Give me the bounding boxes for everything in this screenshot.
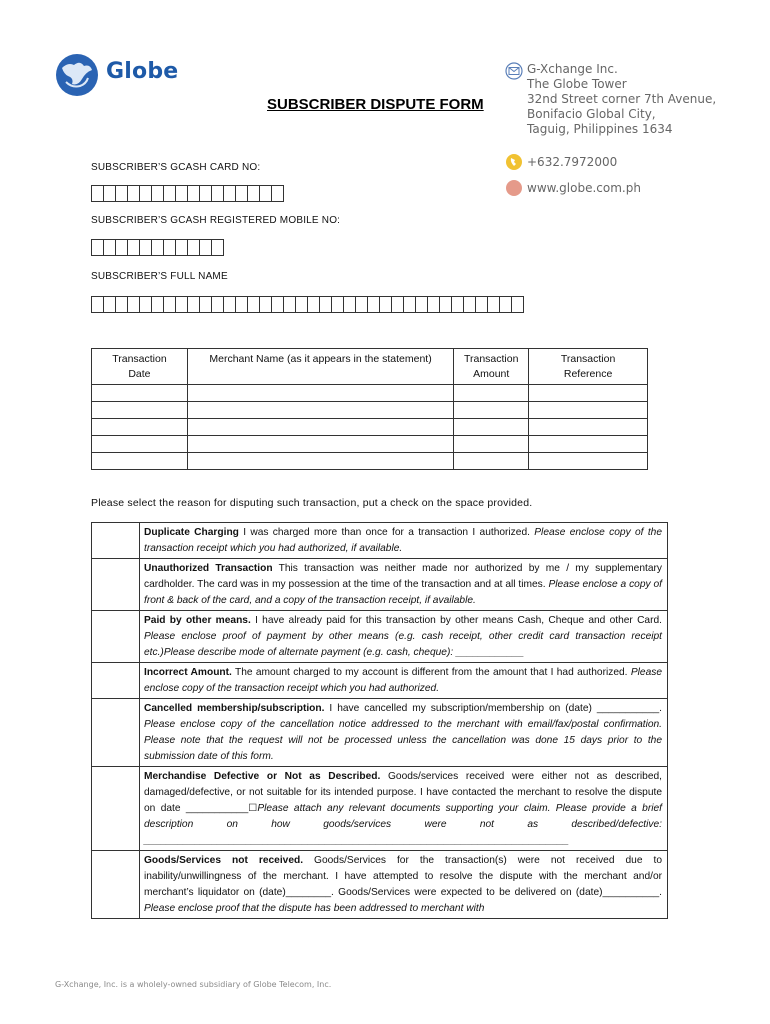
char-box[interactable]	[511, 296, 524, 313]
reason-title: Duplicate Charging	[144, 527, 239, 538]
form-title: SUBSCRIBER DISPUTE FORM	[267, 96, 484, 113]
amount-cell[interactable]	[454, 402, 529, 419]
reason-note: Please enclose proof of payment by other means (e.g. cash receipt, other credit card transaction receipt etc.)Please describe mode of alternate payment (e.g. cash, cheque): ____________	[144, 631, 662, 658]
date-cell[interactable]	[92, 419, 188, 436]
globe-logo	[54, 50, 184, 100]
reason-text: I have already paid for this transaction by other means Cash, Cheque and other Card.	[250, 615, 662, 626]
phone-icon	[505, 153, 527, 171]
address-line: The Globe Tower	[527, 77, 627, 91]
table-row	[92, 402, 648, 419]
reason-note: Please enclose copy of the transaction receipt which you had authorized, if available.	[144, 527, 662, 554]
reason-note: Please enclose copy of the transaction receipt which you had authorized.	[144, 667, 662, 694]
reason-text: Goods/Services for the transaction(s) were not received due to inability/unwillingness of the merchant. I have attempted to resolve the dispute with the merchant and/or merchant’s liquidator on (date)________. Goods/Services were expected to be delivered on (date)__________.	[144, 855, 663, 898]
reference-cell[interactable]	[529, 436, 648, 453]
reason-note: Please enclose copy of the cancellation notice addressed to the merchant with email/fax/postal confirmation. Please note that the request will not be processed unless the cancellation was done 15 days prior to the submission date of this form.	[144, 719, 662, 762]
reason-table	[91, 522, 668, 919]
reason-text: Goods/services received were either not as described, damaged/defective, or not suitable for its intended purpose. I have contacted the merchant to resolve the dispute on date ___________☐	[144, 771, 662, 814]
amount-cell[interactable]	[454, 419, 529, 436]
reason-checkbox[interactable]	[92, 663, 140, 699]
reason-row	[92, 663, 668, 699]
card-number-label: SUBSCRIBER’S GCASH CARD NO:	[91, 162, 261, 173]
full-name-label: SUBSCRIBER’S FULL NAME	[91, 271, 228, 282]
globe-icon	[54, 52, 100, 98]
reason-checkbox[interactable]	[92, 699, 140, 767]
address-line: 32nd Street corner 7th Avenue,	[527, 92, 717, 106]
reason-note: Please attach any relevant documents supporting your claim. Please provide a brief description on how goods/services were not as described/defective: ___________________________________________________________________________	[144, 803, 662, 846]
company-phone: +632.7972000	[527, 154, 618, 169]
table-row	[92, 419, 648, 436]
reason-description	[140, 699, 668, 767]
merchant-cell[interactable]	[187, 436, 453, 453]
reason-instructions: Please select the reason for disputing such transaction, put a check on the space provided.	[91, 497, 533, 509]
amount-cell[interactable]	[454, 436, 529, 453]
company-name: G-Xchange Inc.	[527, 62, 618, 76]
company-website: www.globe.com.ph	[527, 180, 641, 195]
reason-title: Cancelled membership/subscription.	[144, 703, 325, 714]
merchant-cell[interactable]	[187, 419, 453, 436]
header-transaction-amount: Transaction Amount	[454, 349, 529, 385]
company-info	[505, 62, 755, 197]
reason-text: This transaction was neither made nor authorized by me / my supplementary cardholder. The card was in my possession at the time of the transaction and at all times.	[144, 563, 662, 590]
reason-description	[140, 611, 668, 663]
reason-note: Please enclose proof that the dispute has been addressed to merchant with	[144, 903, 485, 914]
reason-row	[92, 611, 668, 663]
header-merchant-name: Merchant Name (as it appears in the statement)	[187, 349, 453, 385]
merchant-cell[interactable]	[187, 402, 453, 419]
date-cell[interactable]	[92, 453, 188, 470]
reason-description	[140, 663, 668, 699]
table-row	[92, 453, 648, 470]
date-cell[interactable]	[92, 385, 188, 402]
header-transaction-date: Transaction Date	[92, 349, 188, 385]
reason-description	[140, 559, 668, 611]
amount-cell[interactable]	[454, 385, 529, 402]
mobile-number-label: SUBSCRIBER’S GCASH REGISTERED MOBILE NO:	[91, 215, 341, 226]
logo-text: Globe	[106, 59, 179, 84]
table-row	[92, 436, 648, 453]
table-header-row	[92, 349, 648, 385]
envelope-icon	[505, 62, 527, 80]
reason-row	[92, 767, 668, 851]
footer-note: G-Xchange, Inc. is a wholely-owned subsidiary of Globe Telecom, Inc.	[55, 980, 332, 989]
reason-title: Incorrect Amount.	[144, 667, 232, 678]
reason-row	[92, 559, 668, 611]
char-box[interactable]	[211, 239, 224, 256]
card-number-input[interactable]	[91, 185, 283, 202]
reason-text: The amount charged to my account is different from the amount that I had authorized.	[231, 667, 631, 678]
reason-title: Merchandise Defective or Not as Described.	[144, 771, 381, 782]
reason-title: Unauthorized Transaction	[144, 563, 273, 574]
reference-cell[interactable]	[529, 385, 648, 402]
reason-title: Paid by other means.	[144, 615, 251, 626]
reason-description	[140, 767, 668, 851]
transaction-table	[91, 348, 648, 470]
header-transaction-reference: Transaction Reference	[529, 349, 648, 385]
reason-description	[140, 851, 668, 919]
address-line: Bonifacio Global City,	[527, 107, 656, 121]
reason-row	[92, 851, 668, 919]
reason-note: Please enclose a copy of front & back of the card, and a copy of the transaction receipt, if available.	[144, 579, 662, 606]
reason-checkbox[interactable]	[92, 559, 140, 611]
reason-checkbox[interactable]	[92, 611, 140, 663]
char-box[interactable]	[271, 185, 284, 202]
reason-description	[140, 523, 668, 559]
reason-text: I have cancelled my subscription/membership on (date) ___________.	[324, 703, 662, 714]
reason-checkbox[interactable]	[92, 523, 140, 559]
table-row	[92, 385, 648, 402]
full-name-input[interactable]	[91, 296, 523, 313]
reason-text: I was charged more than once for a transaction I authorized.	[238, 527, 535, 538]
date-cell[interactable]	[92, 402, 188, 419]
address-line: Taguig, Philippines 1634	[527, 122, 673, 136]
reason-title: Goods/Services not received.	[144, 855, 304, 866]
reference-cell[interactable]	[529, 402, 648, 419]
date-cell[interactable]	[92, 436, 188, 453]
amount-cell[interactable]	[454, 453, 529, 470]
reason-checkbox[interactable]	[92, 767, 140, 851]
web-icon	[505, 179, 527, 197]
reason-checkbox[interactable]	[92, 851, 140, 919]
merchant-cell[interactable]	[187, 453, 453, 470]
mobile-number-input[interactable]	[91, 239, 223, 256]
reference-cell[interactable]	[529, 419, 648, 436]
reason-row	[92, 523, 668, 559]
reference-cell[interactable]	[529, 453, 648, 470]
merchant-cell[interactable]	[187, 385, 453, 402]
reason-row	[92, 699, 668, 767]
